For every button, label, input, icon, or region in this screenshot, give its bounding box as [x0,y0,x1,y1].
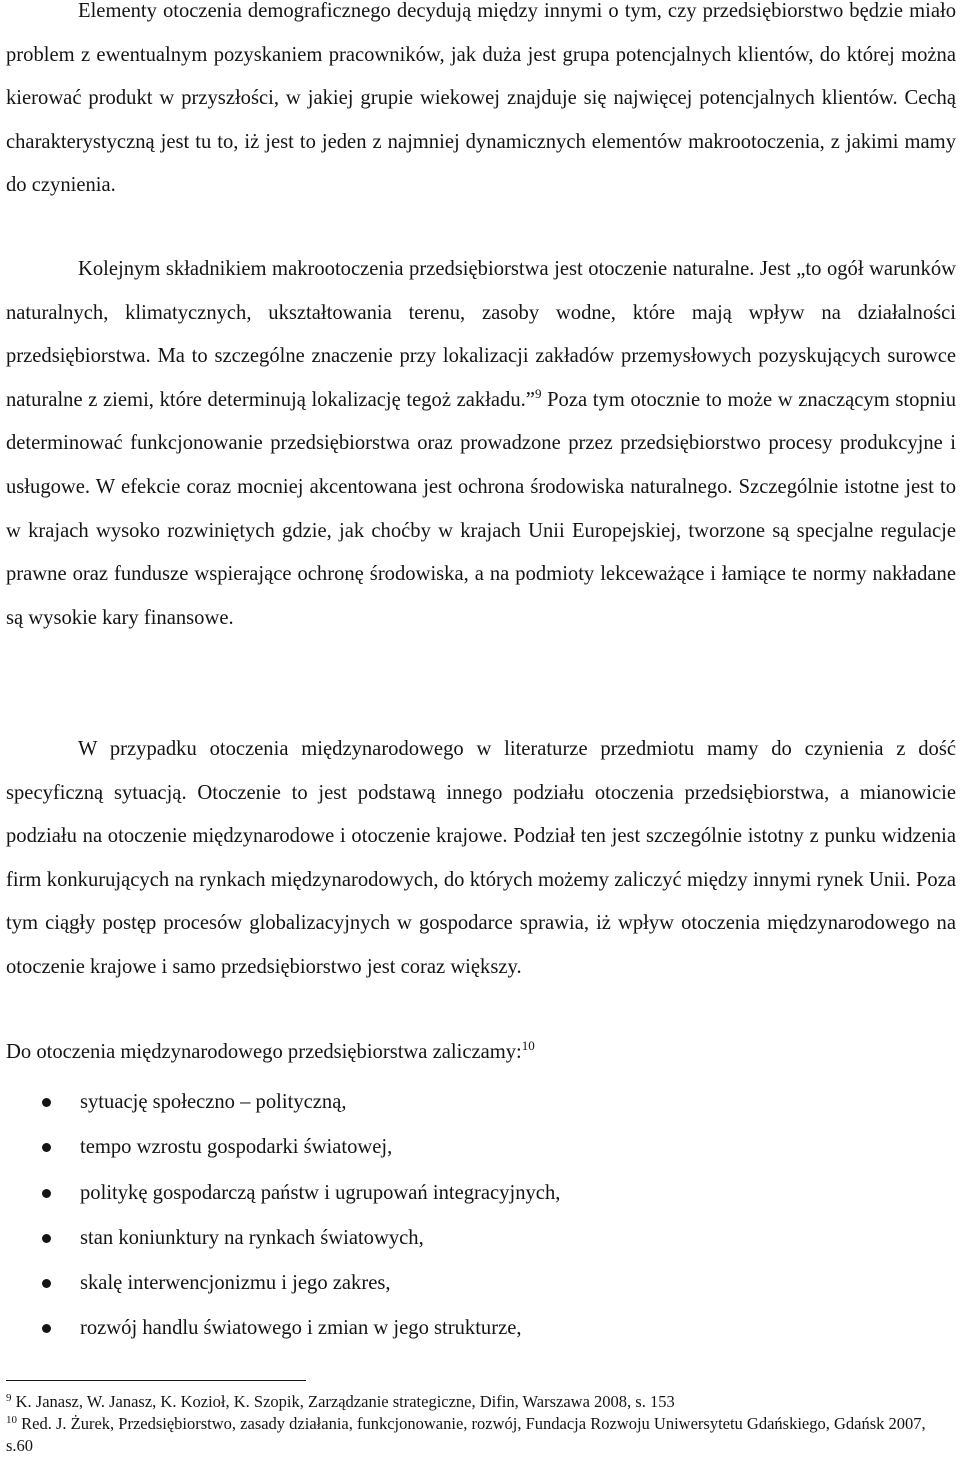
list-item-text: sytuację społeczno – polityczną, [80,1091,347,1113]
list-item-text: rozwój handlu światowego i zmian w jego strukturze, [80,1317,522,1340]
paragraph-natural-text-1: Kolejnym składnikiem makrootoczenia przedsiębiorstwa jest otoczenie naturalne. Jest „to ogół warunków naturalnych, klimatycznych, ukształtowania terenu, zasoby wodne, które mają wpływ na działalności przedsiębiorstwa. Ma to szczególne znaczenie przy lokalizacji zakładów przemysłowych pozyskujących surowce naturalne z ziemi, które determinują lokalizację tegoż zakładu.” [6,258,956,411]
list-intro [6,1031,956,1075]
footnote-ref-9: 9 [534,385,542,401]
footnote-9 [6,1391,956,1413]
list-item [0,1216,960,1261]
list-item [0,1080,960,1125]
list-item [0,1125,960,1170]
list-item-text: tempo wzrostu gospodarki światowej, [80,1136,393,1159]
bullet-icon [42,1143,51,1152]
paragraph-international-environment: W przypadku otoczenia międzynarodowego w literaturze przedmiotu mamy do czynienia z dość specyficzną sytuacją. Otoczenie to jest podstawą innego podziału otoczenia przedsiębiorstwa, a mianowicie podziału na otoczenie międzynarodowe i otoczenie krajowe. Podział ten jest szczególnie istotny z punku widzenia firm konkurujących na rynkach międzynarodowych, do których możemy zaliczyć między innymi rynek Unii. Poza tym ciągły postęp procesów globalizacyjnych w gospodarce sprawia, iż wpływ otoczenia międzynarodowego na otoczenie krajowe i samo przedsiębiorstwo jest coraz większy. [6,738,956,978]
footnote-ref-10: 10 [521,1038,535,1054]
paragraph-demographic: Elementy otoczenia demograficznego decydują między innymi o tym, czy przedsiębiorstwo będzie miało problem z ewentualnym pozyskaniem pracowników, jak duża jest grupa potencjalnych klientów, do której można kierować produkt w przyszłości, w jakiej grupie wiekowej znajduje się najwięcej potencjalnych klientów. Cechą charakterystyczną jest tu to, iż jest to jeden z najmniej dynamicznych elementów makrootoczenia, z jakimi mamy do czynienia. [6,0,956,197]
bullet-icon [42,1234,51,1243]
list-item-text: stan koniunktury na rynkach światowych, [80,1226,424,1249]
footnote-divider [6,1380,306,1381]
list-item [0,1171,960,1216]
footnotes [6,1391,956,1457]
international-factors-list [0,1080,960,1352]
paragraph-natural-environment [6,248,956,640]
list-item-text: politykę gospodarczą państw i ugrupowań integracyjnych, [80,1181,561,1204]
bullet-icon [42,1324,51,1333]
list-item [0,1261,960,1306]
list-intro-text: Do otoczenia międzynarodowego przedsiębiorstwa zaliczamy: [6,1041,522,1063]
footnote-10 [6,1413,956,1457]
list-item-text: skalę interwencjonizmu i jego zakres, [80,1272,391,1295]
footnote-number: 9 [6,1391,12,1404]
bullet-icon [42,1189,51,1198]
bullet-icon [42,1279,51,1288]
footnote-text: K. Janasz, W. Janasz, K. Kozioł, K. Szopik, Zarządzanie strategiczne, Difin, Warszawa 2008, s. 153 [11,1392,675,1411]
footnote-number: 10 [6,1413,17,1426]
footnote-text: Red. J. Żurek, Przedsiębiorstwo, zasady działania, funkcjonowanie, rozwój, Fundacja Rozwoju Uniwersytetu Gdańskiego, Gdańsk 2007, s.60 [6,1414,926,1455]
paragraph-natural-text-2: Poza tym otocznie to może w znaczącym stopniu determinować funkcjonowanie przedsiębiorstwa oraz prowadzone przez przedsiębiorstwo procesy produkcyjne i usługowe. W efekcie coraz mocniej akcentowana jest ochrona środowiska naturalnego. Szczególnie istotne jest to w krajach wysoko rozwiniętych gdzie, jak choćby w krajach Unii Europejskiej, tworzone są specjalne regulacje prawne oraz fundusze wspierające ochronę środowiska, a na podmioty lekceważące i łamiące te normy nakładane są wysokie kary finansowe. [6,388,957,629]
bullet-icon [42,1098,51,1107]
list-item [0,1306,960,1351]
